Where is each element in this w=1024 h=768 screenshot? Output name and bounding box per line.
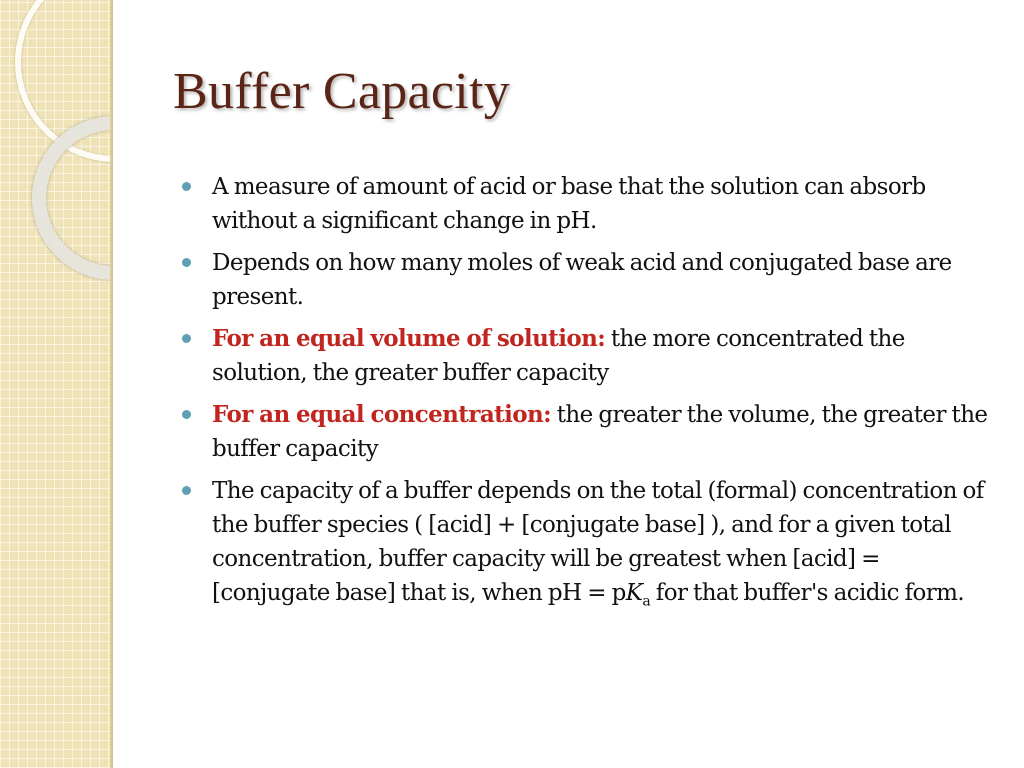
bullet-icon — [182, 258, 191, 267]
bullet-item-moles — [180, 246, 1000, 314]
slide-title: Buffer Capacity — [173, 63, 511, 120]
bullet-icon — [182, 334, 191, 343]
bullet-item-measure — [180, 170, 1000, 238]
pka-subscript: a — [642, 593, 651, 610]
bullet-text: the more concentrated the solution, the greater buffer capacity — [212, 326, 905, 386]
bullet-text: Depends on how many moles of weak acid and conjugated base are present. — [212, 250, 952, 310]
side-panel-edge — [110, 0, 113, 768]
bullet-icon — [182, 410, 191, 419]
bullet-text: A measure of amount of acid or base that the solution can absorb without a significant change in pH. — [212, 174, 926, 234]
bullet-highlight: For an equal volume of solution: — [212, 325, 606, 352]
pka-p: p — [611, 580, 626, 606]
bullet-text: The capacity of a buffer depends on the total (formal) concentration of the buffer species ( [acid] + [conjugate base] ), and for a given total concentration, buffer capacity will be greatest when [acid] = [conjugate base] that is, when pH = — [212, 478, 984, 606]
bullet-tail-text: for that buffer's acidic form. — [650, 580, 965, 606]
bullet-highlight: For an equal concentration: — [212, 401, 552, 428]
pka-k: K — [625, 580, 643, 606]
bullet-list — [180, 170, 1000, 618]
bullet-item-equal-concentration — [180, 398, 1000, 466]
bullet-icon — [182, 182, 191, 191]
bullet-text: the greater the volume, the greater the buffer capacity — [212, 402, 988, 462]
bullet-icon — [182, 486, 191, 495]
bullet-item-capacity — [180, 474, 1000, 610]
decorative-side-panel — [0, 0, 113, 768]
bullet-item-equal-volume — [180, 322, 1000, 390]
decorative-ring-lower — [32, 116, 113, 280]
